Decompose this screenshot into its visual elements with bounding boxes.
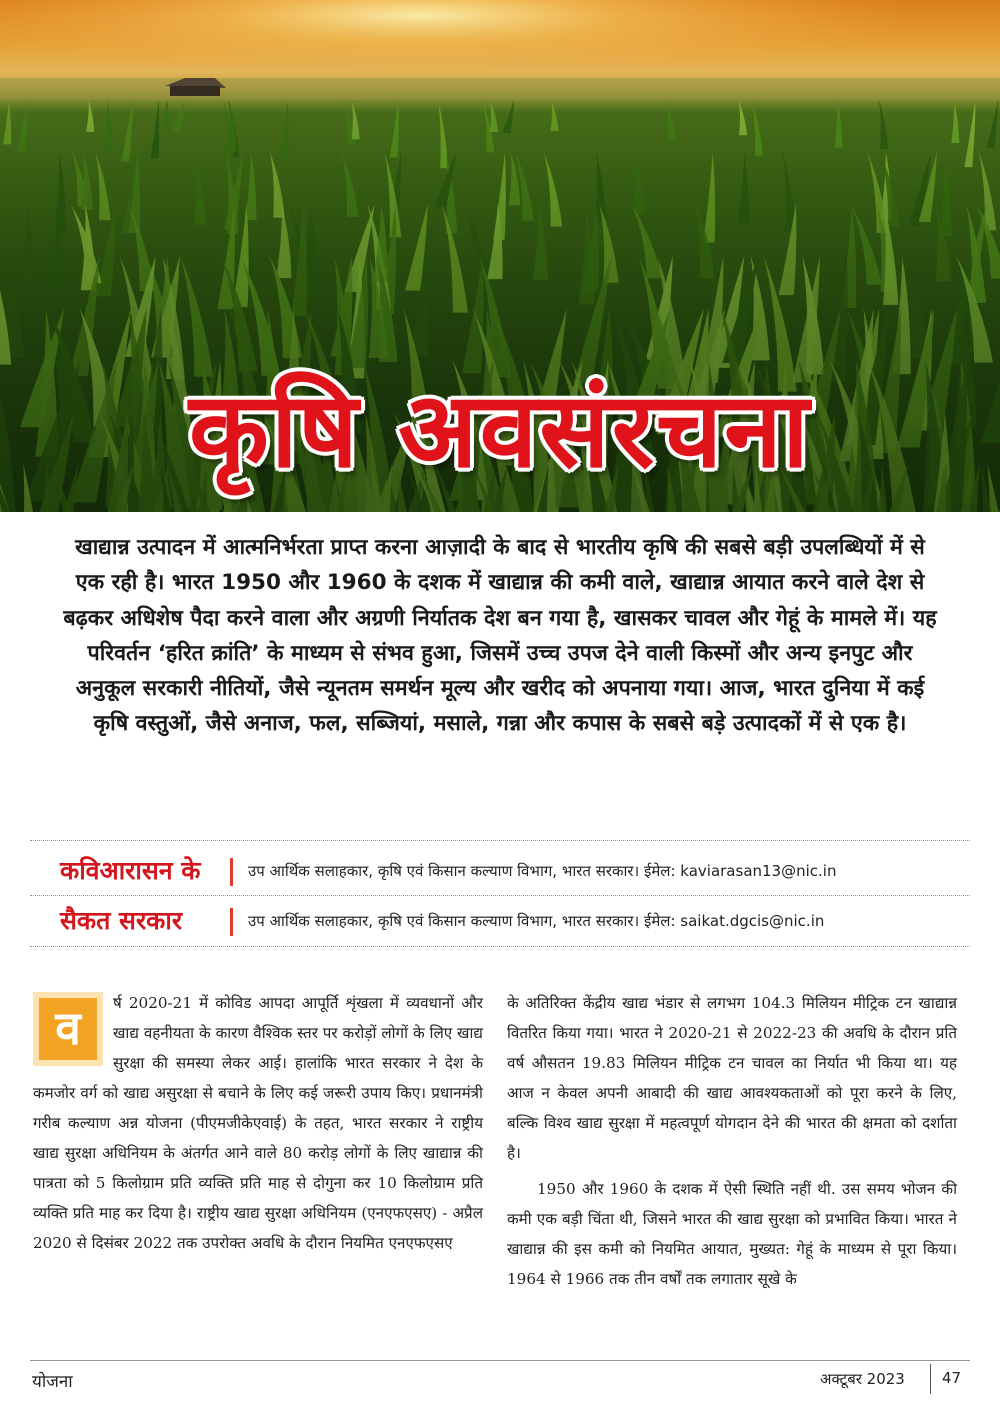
footer-divider	[30, 1360, 970, 1361]
author-description: उप आर्थिक सलाहकार, कृषि एवं किसान कल्याण विभाग, भारत सरकार। ईमेल: saikat.dgcis@nic.in	[248, 912, 825, 930]
drop-cap: व	[33, 992, 103, 1066]
magazine-name: योजना	[32, 1372, 73, 1392]
body-paragraph: के अतिरिक्त केंद्रीय खाद्य भंडार से लगभग 104.3 मिलियन मीट्रिक टन खाद्यान्न वितरित किया गया। भारत ने 2020-21 से 2022-23 की अवधि के दौरान प्रति वर्ष औसतन 19.83 मिलियन मीट्रिक टन चावल का निर्यात भी किया था। यह आज न केवल अपनी आबादी की खाद्य आवश्यकताओं को पूरा करने के लिए, बल्कि विश्व खाद्य सुरक्षा में महत्वपूर्ण योगदान देने की भारत की क्षमता को दर्शाता है।	[507, 994, 957, 1162]
author-row	[30, 852, 970, 890]
divider	[30, 895, 970, 896]
body-column-right	[507, 988, 957, 1294]
intro-paragraph: खाद्यान्न उत्पादन में आत्मनिर्भरता प्राप्त करना आज़ादी के बाद से भारतीय कृषि की सबसे बड़ी उपलब्धियों में से एक रही है। भारत 1950 और 1960 के दशक में खाद्यान्न की कमी वाले, खाद्यान्न आयात करने वाले देश से बढ़कर अधिशेष पैदा करने वाला और अग्रणी निर्यातक देश बन गया है, खासकर चावल और गेहूं के मामले में। यह परिवर्तन ‘हरित क्रांति’ के माध्यम से संभव हुआ, जिसमें उच्च उपज देने वाली किस्मों और अन्य इनपुट और अनुकूल सरकारी नीतियों, जैसे न्यूनतम समर्थन मूल्य और खरीद को अपनाया गया। आज, भारत दुनिया में कई कृषि वस्तुओं, जैसे अनाज, फल, सब्जियां, मसाले, गन्ना और कपास के सबसे बड़े उत्पादकों में से एक है।	[63, 535, 937, 737]
author-name: सैकत सरकार	[60, 906, 183, 935]
body-paragraph	[33, 988, 483, 1258]
issue-date: अक्टूबर 2023	[820, 1370, 905, 1388]
author-name: कविआरासन के	[60, 856, 201, 885]
author-description: उप आर्थिक सलाहकार, कृषि एवं किसान कल्याण विभाग, भारत सरकार। ईमेल: kaviarasan13@nic.in	[248, 862, 837, 880]
body-column-left	[33, 988, 483, 1258]
author-separator	[230, 908, 233, 936]
body-text: र्ष 2020-21 में कोविड आपदा आपूर्ति शृंखला में व्यवधानों और खाद्य वहनीयता के कारण वैश्विक स्तर पर करोड़ों लोगों के लिए खाद्य सुरक्षा की समस्या लेकर आई। हालांकि भारत सरकार ने देश के कमजोर वर्ग को खाद्य असुरक्षा से बचाने के लिए कई जरूरी उपाय किए। प्रधानमंत्री गरीब कल्याण अन्न योजना (पीएमजीकेएवाई) के तहत, भारत सरकार ने राष्ट्रीय खाद्य सुरक्षा अधिनियम के अंतर्गत आने वाले 80 करोड़ लोगों के लिए खाद्यान्न की पात्रता को 5 किलोग्राम प्रति व्यक्ति प्रति माह से दोगुना कर 10 किलोग्राम प्रति व्यक्ति प्रति माह कर दिया है। राष्ट्रीय खाद्य सुरक्षा अधिनियम (एनएफएसए) - अप्रैल 2020 से दिसंबर 2022 तक उपरोक्त अवधि के दौरान नियमित एनएफएसए	[33, 994, 483, 1252]
divider	[30, 840, 970, 841]
body-paragraph: 1950 और 1960 के दशक में ऐसी स्थिति नहीं थी. उस समय भोजन की कमी एक बड़ी चिंता थी, जिसने भारत की खाद्य सुरक्षा को प्रभावित किया। भारत ने खाद्यान्न की इस कमी को नियमित आयात, मुख्यत: गेहूं के माध्यम से पूरा किया। 1964 से 1966 तक तीन वर्षों तक लगातार सूखे के	[507, 1180, 957, 1288]
page-number: 47	[942, 1369, 962, 1387]
divider	[30, 946, 970, 947]
page-title: कृषि अवसंरचना	[189, 369, 811, 491]
author-row	[30, 902, 970, 940]
footer-separator	[930, 1364, 931, 1394]
hero-image	[0, 0, 1000, 512]
author-separator	[230, 858, 233, 886]
